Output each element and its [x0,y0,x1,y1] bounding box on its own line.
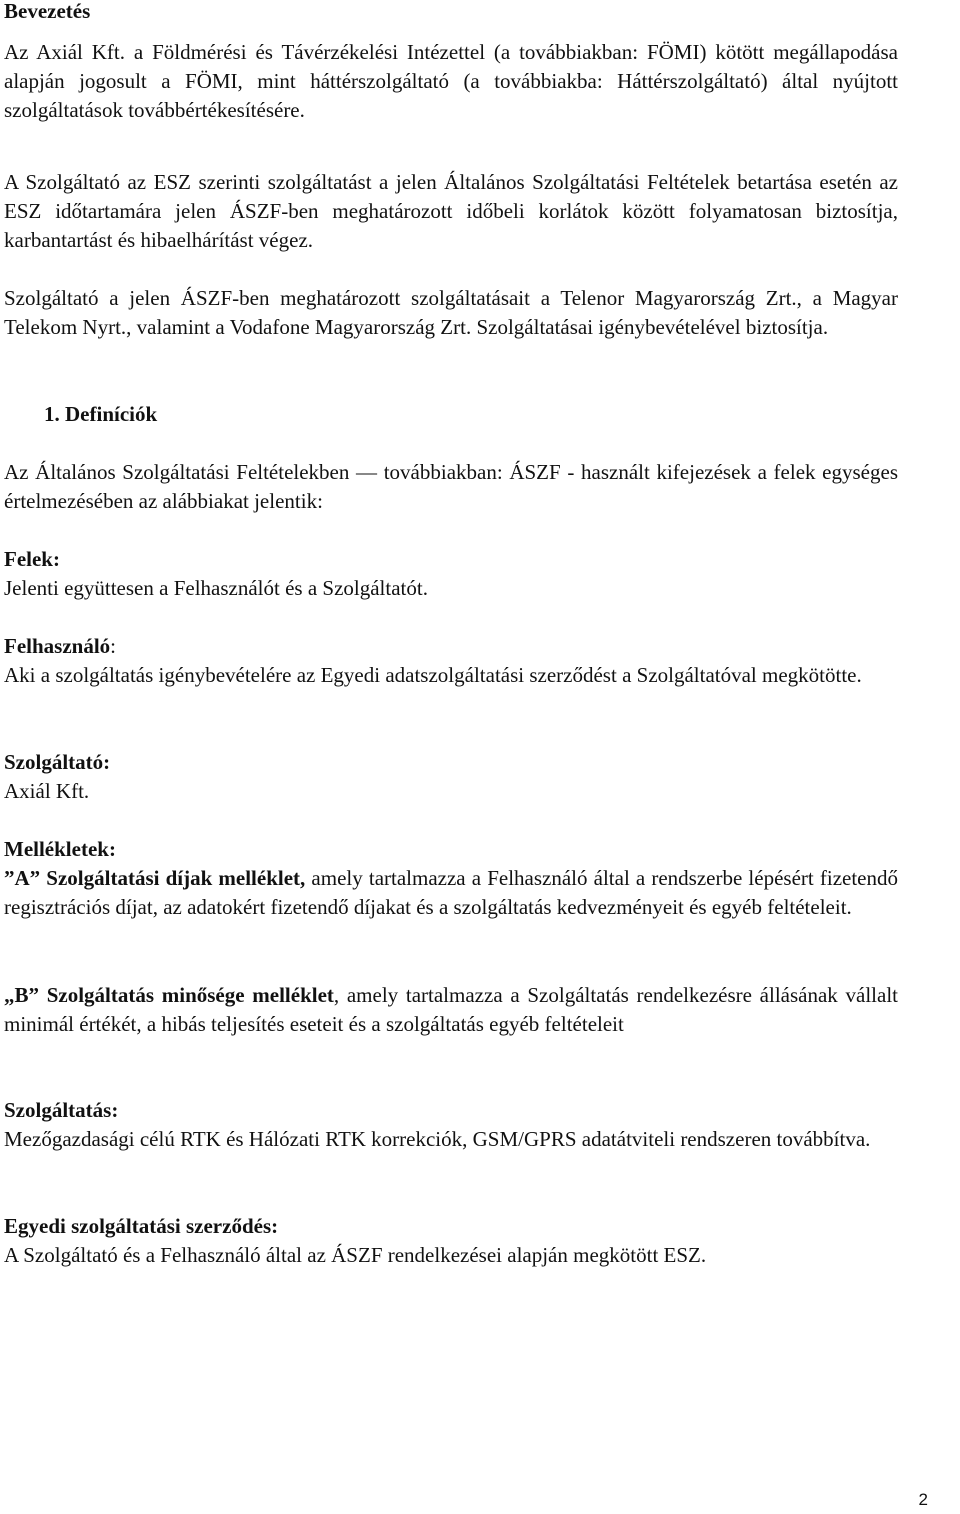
attachment-a-title: ”A” Szolgáltatási díjak melléklet, [4,866,306,890]
definitions-heading: 1. Definíciók [44,402,158,426]
section-title-block [4,0,898,26]
provider-paragraph: A Szolgáltató az ESZ szerinti szolgáltatást a jelen Általános Szolgáltatási Feltételek betartása esetén az ESZ időtartamára jelen ÁSZF-ben meghatározott időbeli korlátok között folyamatosan biztosítja, karbantartást és hibaelhárítást végez. [4,170,898,252]
text-szolgaltatas: Mezőgazdasági célú RTK és Hálózati RTK korrekciók, GSM/GPRS adatátviteli rendszeren továbbítva. [4,1127,871,1151]
term-szolgaltatas: Szolgáltatás: [4,1098,119,1122]
text-esz: A Szolgáltató és a Felhasználó által az ÁSZF rendelkezései alapján megkötött ESZ. [4,1243,707,1267]
telecom-paragraph: Szolgáltató a jelen ÁSZF-ben meghatározott szolgáltatásait a Telenor Magyarország Zrt., a Magyar Telekom Nyrt., valamint a Vodafone Magyarország Zrt. Szolgáltatásai igénybevételével biztosítja. [4,286,898,339]
definition-felhasznalo [4,632,898,690]
definition-szolgaltato [4,748,898,806]
page-number: 2 [918,1490,928,1509]
term-felek: Felek: [4,547,60,571]
term-mellekletek: Mellékletek: [4,837,116,861]
term-felhasznalo: Felhasználó [4,634,111,658]
definition-mellekletek [4,835,898,922]
attachment-a-text: amely tartalmazza a Felhasználó által a rendszerbe lépésért fizetendő regisztrációs díjat, az adatokért fizetendő díjakat és a szolgáltatás kedvezményeit és egyéb feltételeit. [4,866,898,919]
provider-paragraph-block [4,168,898,255]
intro-paragraph: Az Axiál Kft. a Földmérési és Távérzékelési Intézettel (a továbbiakban: FÖMI) kötött megállapodása alapján jogosult a FÖMI, mint háttérszolgáltató (a továbbiakba: Háttérszolgáltató) által nyújtott szolgáltatások továbbértékesítésére. [4,40,898,122]
definitions-heading-block [44,400,544,429]
definitions-intro: Az Általános Szolgáltatási Feltételekben ― továbbiakban: ÁSZF - használt kifejezések a felek egységes értelmezésében az alábbiakat jelentik: [4,460,898,513]
definition-felek [4,545,898,603]
definition-esz [4,1212,898,1270]
term-szolgaltato: Szolgáltató: [4,750,111,774]
text-felek: Jelenti együttesen a Felhasználót és a Szolgáltatót. [4,576,428,600]
text-szolgaltato: Axiál Kft. [4,779,90,803]
definitions-intro-block [4,458,898,516]
definition-szolgaltatas [4,1096,898,1154]
intro-paragraph-block [4,38,898,125]
term-felhasznalo-colon: : [110,634,117,658]
attachment-a [4,864,898,922]
attachment-b-title: „B” Szolgáltatás minősége melléklet [4,983,334,1007]
attachment-b-block [4,981,898,1039]
attachment-b [4,981,898,1039]
text-felhasznalo: Aki a szolgáltatás igénybevételére az Egyedi adatszolgáltatási szerződést a Szolgáltatóval megkötötte. [4,663,862,687]
telecom-paragraph-block [4,284,898,342]
term-esz: Egyedi szolgáltatási szerződés: [4,1214,279,1238]
section-title: Bevezetés [4,0,91,23]
attachment-b-text: , amely tartalmazza a Szolgáltatás rendelkezésre állásának vállalt minimál értékét, a hibás teljesítés eseteit és a szolgáltatás egyéb feltételeit [4,983,898,1036]
